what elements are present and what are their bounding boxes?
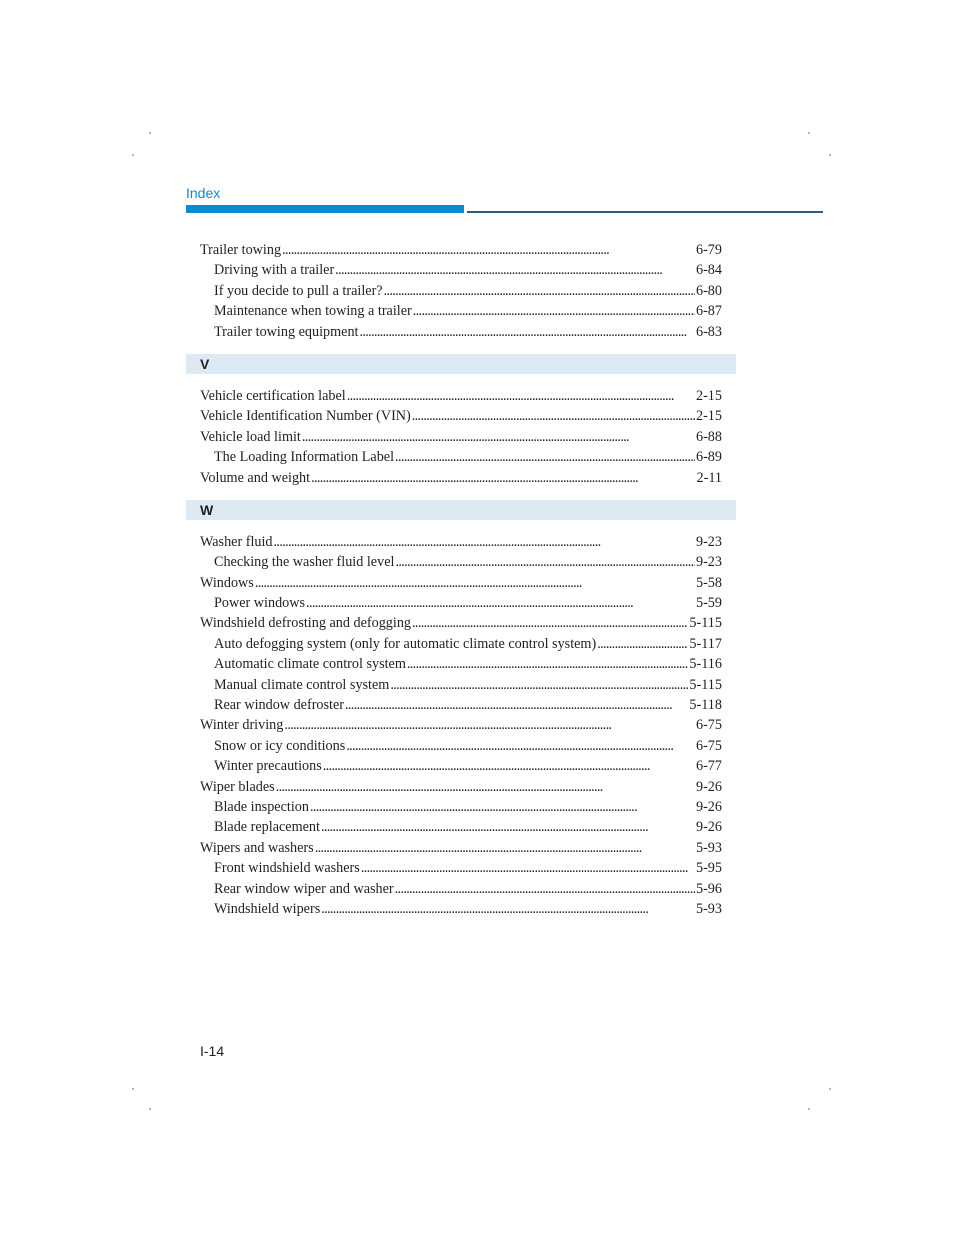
index-subentry [200, 695, 722, 715]
index-entry [200, 777, 722, 797]
index-subentry [200, 756, 722, 776]
dot-leader [347, 386, 695, 406]
dot-leader [360, 322, 695, 342]
entry-term: Snow or icy conditions [214, 737, 346, 754]
dot-leader [407, 654, 689, 674]
index-list [200, 240, 722, 919]
entry-page-ref: 6-77 [695, 758, 722, 775]
dot-leader [335, 260, 695, 280]
entry-page-ref: 5-115 [689, 676, 722, 693]
entry-page-ref: 6-75 [695, 717, 722, 734]
entry-page-ref: 5-118 [689, 697, 722, 714]
entry-term: Rear window defroster [214, 697, 345, 714]
letter-heading: W [186, 500, 736, 520]
dot-leader [310, 797, 695, 817]
index-entry [200, 838, 722, 858]
entry-term: Vehicle certification label [200, 387, 346, 404]
index-subentry [200, 260, 722, 280]
crop-mark [149, 1108, 151, 1110]
entry-term: Winter driving [200, 717, 284, 734]
entry-page-ref: 5-96 [695, 880, 722, 897]
entry-term: Manual climate control system [214, 676, 390, 693]
entry-term: Washer fluid [200, 533, 273, 550]
entry-term: Checking the washer fluid level [214, 554, 395, 571]
entry-term: Power windows [214, 595, 306, 612]
entry-page-ref: 6-83 [695, 323, 722, 340]
index-subentry [200, 736, 722, 756]
entry-term: Blade inspection [214, 798, 309, 815]
dot-leader [413, 301, 695, 321]
index-entry [200, 613, 722, 633]
dot-leader [282, 240, 695, 260]
dot-leader [395, 879, 695, 899]
dot-leader [346, 736, 695, 756]
entry-term: Front windshield washers [214, 860, 360, 877]
dot-leader [395, 447, 695, 467]
dot-leader [276, 777, 695, 797]
entry-term: Winter precautions [214, 758, 322, 775]
entry-term: Trailer towing equipment [214, 323, 359, 340]
dot-leader [597, 634, 688, 654]
dot-leader [302, 427, 695, 447]
crop-mark [808, 132, 810, 134]
section-title: Index [186, 185, 221, 201]
entry-term: Driving with a trailer [214, 262, 335, 279]
entry-page-ref: 9-26 [695, 798, 722, 815]
dot-leader [412, 613, 688, 633]
index-entry [200, 386, 722, 406]
entry-term: If you decide to pull a trailer? [214, 282, 383, 299]
entry-page-ref: 6-75 [695, 737, 722, 754]
dot-leader [321, 899, 695, 919]
index-entry [200, 532, 722, 552]
entry-page-ref: 2-15 [695, 387, 722, 404]
entry-term: Windows [200, 574, 254, 591]
dot-leader [345, 695, 688, 715]
page-number: I-14 [200, 1043, 225, 1059]
index-subentry [200, 817, 722, 837]
index-subentry [200, 675, 722, 695]
index-subentry [200, 281, 722, 301]
index-subentry [200, 322, 722, 342]
entry-term: The Loading Information Label [214, 449, 395, 466]
entry-term: Vehicle load limit [200, 428, 301, 445]
dot-leader [321, 817, 695, 837]
index-subentry [200, 654, 722, 674]
header-rule [467, 211, 823, 213]
index-subentry [200, 879, 722, 899]
crop-mark [132, 1088, 134, 1090]
entry-term: Vehicle Identification Number (VIN) [200, 408, 411, 425]
entry-page-ref: 5-115 [689, 615, 722, 632]
crop-mark [829, 154, 831, 156]
entry-term: Volume and weight [200, 469, 311, 486]
entry-term: Blade replacement [214, 819, 320, 836]
crop-mark [829, 1088, 831, 1090]
dot-leader [412, 406, 695, 426]
entry-term: Wiper blades [200, 778, 275, 795]
entry-page-ref: 6-88 [695, 428, 722, 445]
entry-page-ref: 6-87 [695, 303, 722, 320]
header-accent-bar [186, 205, 464, 213]
dot-leader [315, 838, 695, 858]
dot-leader [390, 675, 688, 695]
entry-term: Maintenance when towing a trailer [214, 303, 412, 320]
entry-page-ref: 5-117 [689, 635, 722, 652]
entry-page-ref: 9-23 [695, 554, 722, 571]
crop-mark [808, 1108, 810, 1110]
dot-leader [255, 573, 695, 593]
entry-page-ref: 9-26 [695, 778, 722, 795]
entry-page-ref: 6-84 [695, 262, 722, 279]
index-entry [200, 468, 722, 488]
entry-term: Windshield wipers [214, 900, 321, 917]
index-entry [200, 715, 722, 735]
crop-mark [132, 154, 134, 156]
entry-page-ref: 2-15 [695, 408, 722, 425]
dot-leader [284, 715, 695, 735]
dot-leader [311, 468, 695, 488]
dot-leader [274, 532, 695, 552]
entry-page-ref: 9-26 [695, 819, 722, 836]
entry-page-ref: 6-89 [695, 449, 722, 466]
index-entry [200, 240, 722, 260]
entry-term: Trailer towing [200, 242, 282, 258]
index-subentry [200, 634, 722, 654]
entry-term: Wipers and washers [200, 839, 314, 856]
index-subentry [200, 899, 722, 919]
entry-term: Windshield defrosting and defogging [200, 615, 412, 632]
index-entry [200, 427, 722, 447]
index-subentry [200, 593, 722, 613]
dot-leader [384, 281, 695, 301]
entry-page-ref: 5-59 [695, 595, 722, 612]
dot-leader [306, 593, 695, 613]
index-subentry [200, 797, 722, 817]
index-subentry [200, 301, 722, 321]
letter-heading: V [186, 354, 736, 374]
dot-leader [395, 552, 695, 572]
entry-term: Auto defogging system (only for automatic climate control system) [214, 635, 597, 652]
entry-page-ref: 5-116 [689, 656, 722, 673]
index-subentry [200, 552, 722, 572]
dot-leader [323, 756, 695, 776]
entry-page-ref: 5-58 [695, 574, 722, 591]
entry-term: Rear window wiper and washer [214, 880, 394, 897]
dot-leader [361, 858, 695, 878]
crop-mark [149, 132, 151, 134]
entry-page-ref: 6-79 [695, 242, 722, 258]
entry-page-ref: 9-23 [695, 533, 722, 550]
entry-page-ref: 5-93 [695, 900, 722, 917]
entry-term: Automatic climate control system [214, 656, 406, 673]
entry-page-ref: 5-93 [695, 839, 722, 856]
index-subentry [200, 858, 722, 878]
index-subentry [200, 447, 722, 467]
index-entry [200, 406, 722, 426]
index-entry [200, 573, 722, 593]
entry-page-ref: 5-95 [695, 860, 722, 877]
entry-page-ref: 6-80 [695, 282, 722, 299]
entry-page-ref: 2-11 [696, 469, 722, 486]
